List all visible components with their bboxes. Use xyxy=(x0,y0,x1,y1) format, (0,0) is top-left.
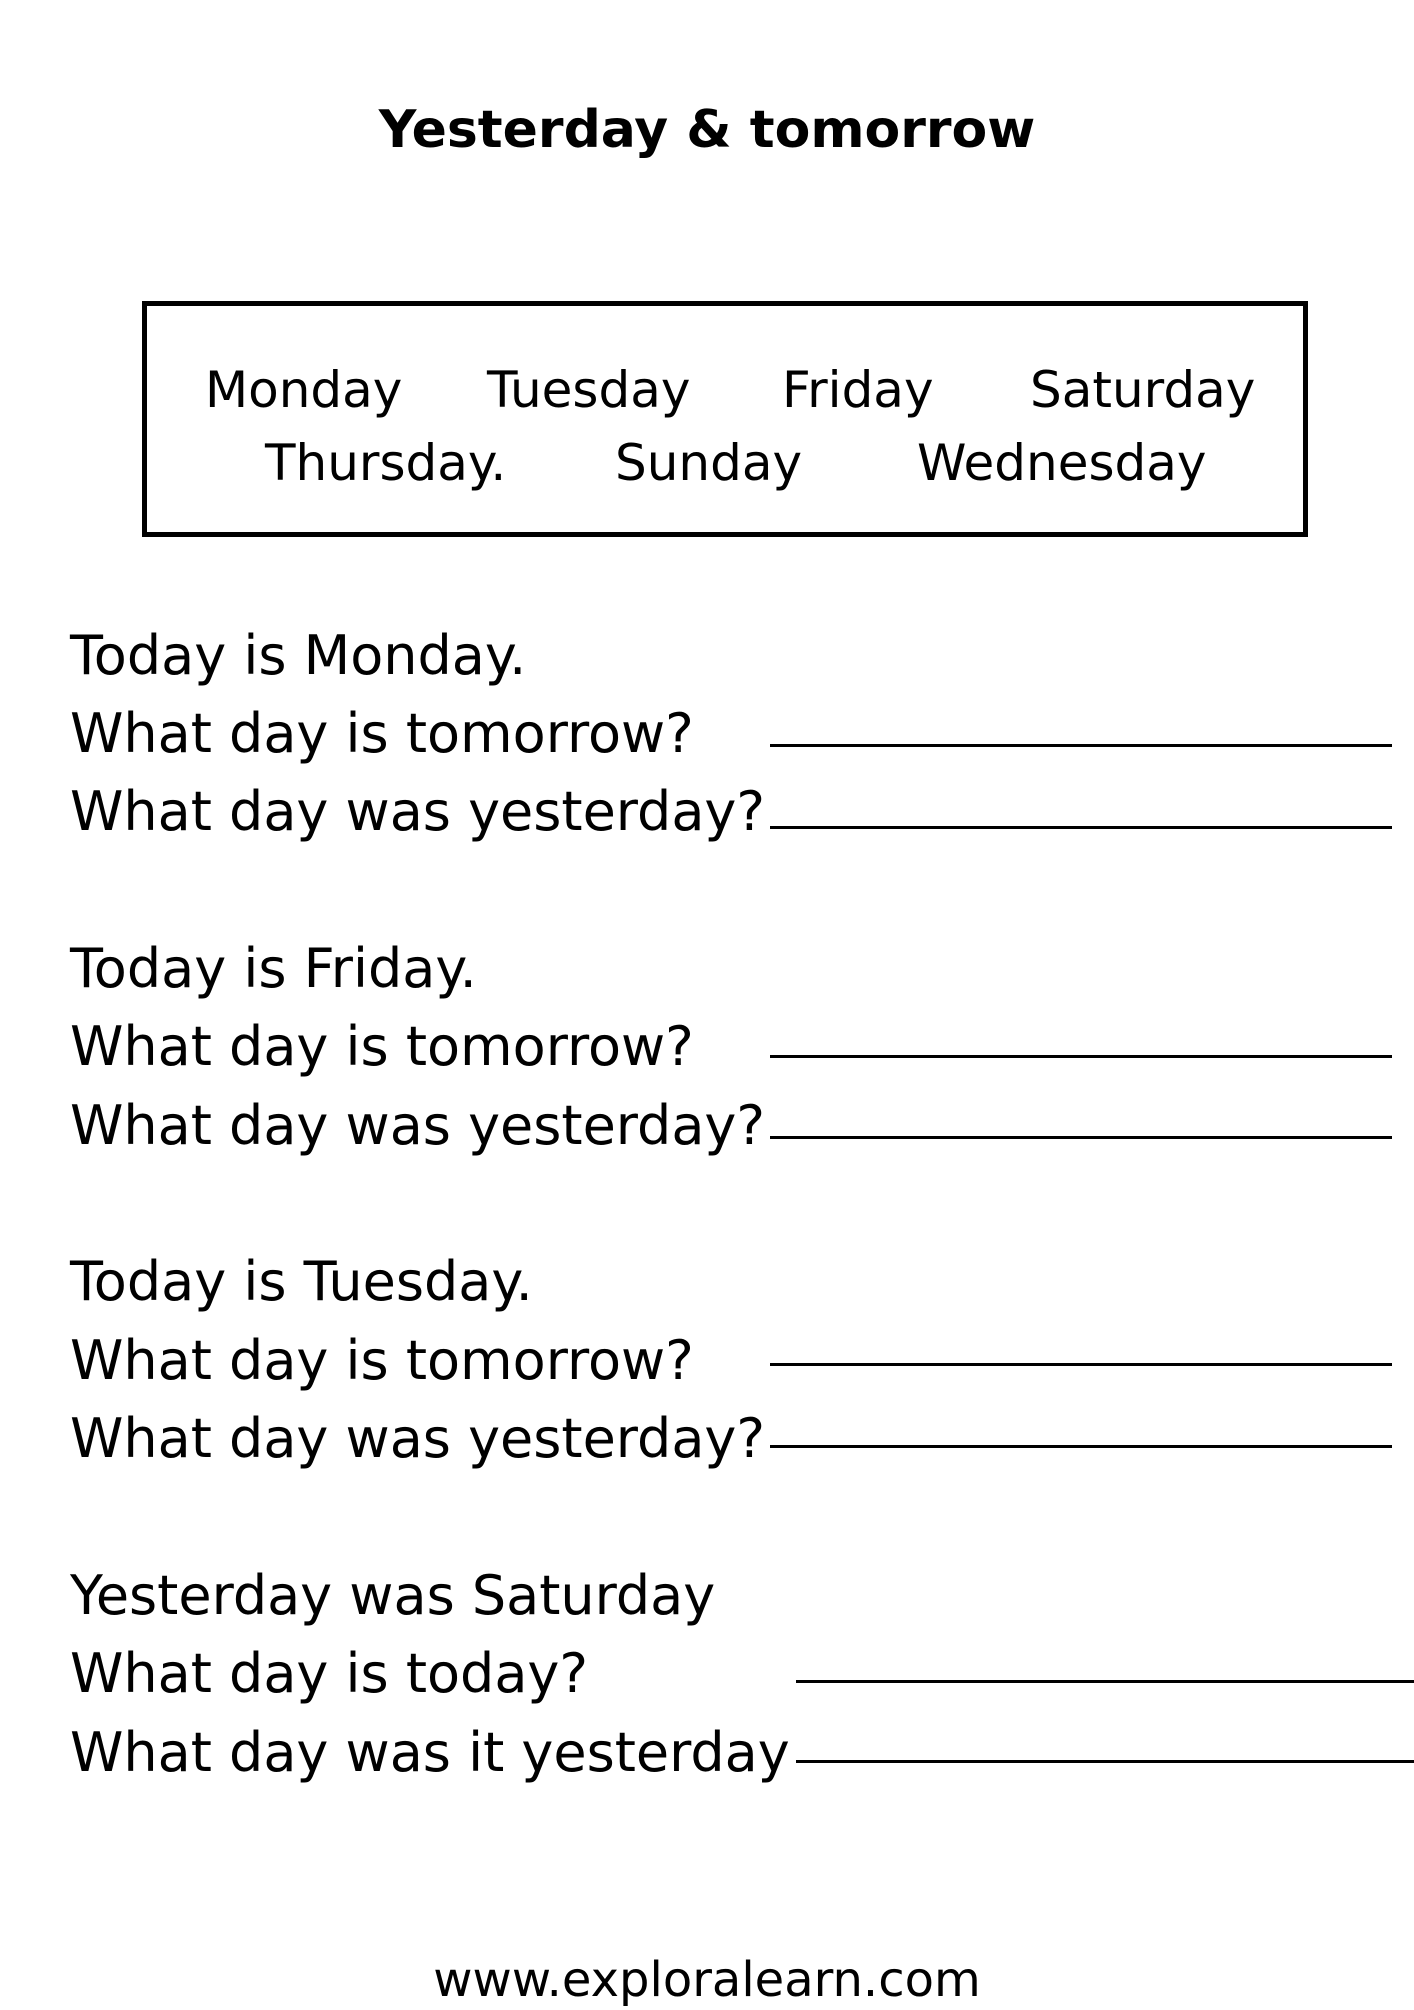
question-statement: Today is Friday. xyxy=(70,937,477,1000)
answer-line[interactable] xyxy=(796,1680,1414,1683)
word-bank-item: Tuesday xyxy=(487,361,691,419)
question-statement: Yesterday was Saturday xyxy=(70,1564,716,1627)
word-bank-item: Sunday xyxy=(615,434,803,492)
footer-url: www.exploralearn.com xyxy=(433,1952,981,2008)
question-prompt: What day was yesterday? xyxy=(70,780,766,843)
question-prompt: What day is tomorrow? xyxy=(70,1015,694,1078)
answer-line[interactable] xyxy=(770,1055,1392,1058)
word-bank-item: Thursday. xyxy=(265,434,507,492)
question-prompt: What day is tomorrow? xyxy=(70,702,694,765)
question-prompt: What day was yesterday? xyxy=(70,1407,766,1470)
question-prompt: What day is today? xyxy=(70,1642,589,1705)
word-bank-item: Monday xyxy=(205,361,403,419)
title-text: Yesterday & tomorrow xyxy=(378,100,1036,160)
question-statement: Today is Monday. xyxy=(70,624,527,687)
answer-line[interactable] xyxy=(796,1760,1414,1763)
question-statement: Today is Tuesday. xyxy=(70,1250,533,1313)
question-prompt: What day was it yesterday xyxy=(70,1721,790,1784)
word-bank-item: Friday xyxy=(782,361,934,419)
word-bank-item: Saturday xyxy=(1030,361,1256,419)
answer-line[interactable] xyxy=(770,1136,1392,1139)
worksheet-title xyxy=(0,95,1414,165)
answer-line[interactable] xyxy=(770,1445,1392,1448)
answer-line[interactable] xyxy=(770,744,1392,747)
question-prompt: What day is tomorrow? xyxy=(70,1329,694,1392)
answer-line[interactable] xyxy=(770,826,1392,829)
word-bank-item: Wednesday xyxy=(917,434,1207,492)
word-bank-box xyxy=(142,301,1308,537)
answer-line[interactable] xyxy=(770,1363,1392,1366)
question-prompt: What day was yesterday? xyxy=(70,1094,766,1157)
